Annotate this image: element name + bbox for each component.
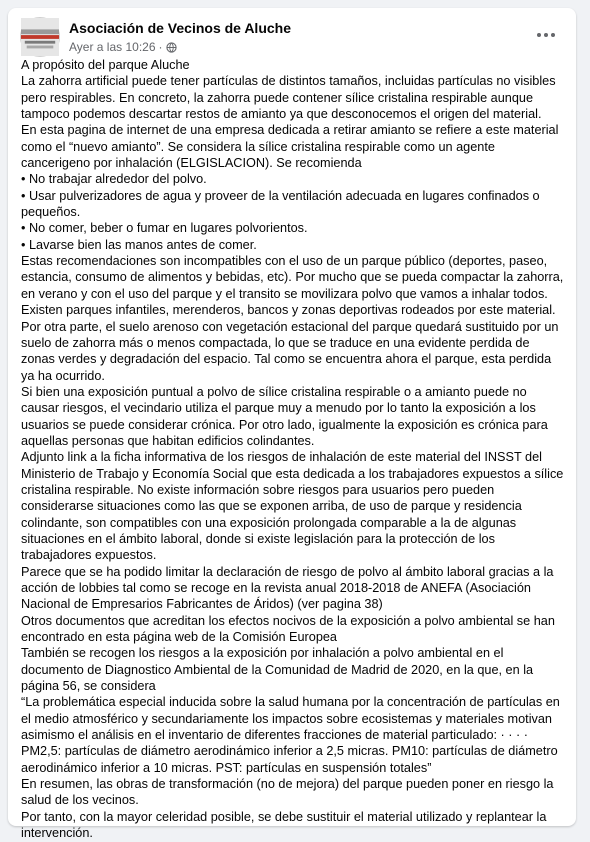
globe-icon [166, 42, 177, 53]
quote-paragraph: “La problemática especial inducida sobre la salud humana por la concentración de partículas en el medio atmosférico y secundariamente los impactos sobre ecosistemas y materiales motivan asimismo el análisis en el inventario de diferentes fracciones de material particulado: · · · · PM2,5: partículas de diámetro aerodinámico inferior a 2,5 micras. PM10: partículas de diámetro aerodinámico inferior a 10 micras. PST: partículas en suspensión totales” [21, 695, 560, 775]
bullet-item: • Lavarse bien las manos antes de comer. [21, 237, 257, 252]
post-paragraph: La zahorra artificial puede tener partículas de distintos tamaños, incluidas partículas no visibles pero respirables. En concreto, la zahorra puede contener sílice cristalina respirable aunque tampoco podemos descartar restos de amianto ya que desconocemos el origen del material. [21, 74, 556, 122]
post-paragraph: También se recogen los riesgos a la exposición por inhalación a polvo ambiental en el documento de Diagnostico Ambiental de la Comunidad de Madrid de 2020, en la que, en la página 56, se considera [21, 646, 534, 694]
post-paragraph: Parece que se ha podido limitar la declaración de riesgo de polvo al ámbito laboral gracias a la acción de lobbies tal como se recoge en la revista anual 2018-2018 de ANEFA (Asociación Nacional de Empresarios Fabricantes de Áridos) (ver pagina 38) [21, 564, 554, 612]
post-meta [69, 40, 177, 54]
post-paragraph: Existen parques infantiles, merenderos, bancos y zonas deportivas rodeados por este material. Por otra parte, el suelo arenoso con vegetación estacional del parque quedará sustituido por un suelo de zahorra más o menos compactada, lo que se traduce en una evidente perdida de zonas verdes y degradación del espacio. Tal como se encuentra ahora el parque, esta perdida ya ha ocurrido. [21, 303, 559, 383]
more-options-button[interactable] [534, 23, 558, 47]
post-header [20, 17, 564, 59]
post-paragraph: Si bien una exposición puntual a polvo de sílice cristalina respirable o a amianto puede no causar riesgos, el vecindario utiliza el parque muy a menudo por lo tanto la exposición a los usuarios se puede considerar crónica. Por otro lado, igualmente la exposición es crónica para aquellas personas que habitan edificios colindantes. [21, 384, 548, 448]
post-body [21, 57, 565, 842]
post-paragraph: En esta pagina de internet de una empresa dedicada a retirar amianto se refiere a este material como el “nuevo amianto”. Se considera la sílice cristalina respirable como un agente cancerigeno por inhalación (ELGISLACION). Se recomienda [21, 123, 559, 171]
post-paragraph: Estas recomendaciones son incompatibles con el uso de un parque público (deportes, paseo, estancia, consumo de alimentos y bebidas, etc). Por mucho que se pueda compactar la zahorra, en verano y con el uso del parque y el transito se movilizara polvo que vamos a inhalar todos. [21, 254, 564, 301]
post-paragraph: Por tanto, con la mayor celeridad posible, se debe sustituir el material utilizado y replantear la intervención. [21, 809, 547, 841]
post-paragraph: A propósito del parque Aluche [21, 58, 190, 72]
more-options-icon [537, 33, 541, 37]
bullet-item: • No trabajar alrededor del polvo. [21, 172, 207, 187]
post-card [8, 8, 576, 841]
avatar-image [21, 18, 59, 56]
bullet-item: • No comer, beber o fumar en lugares polvorientos. [21, 221, 308, 236]
more-options-dot [551, 33, 555, 37]
page-name[interactable]: Asociación de Vecinos de Aluche [69, 20, 291, 36]
post-paragraph: Adjunto link a la ficha informativa de los riesgos de inhalación de este material del INSST del Ministerio de Trabajo y Economía Social que esta dedicada a los trabajadores expuestos a sílice cristalina respirable. No existe información sobre riesgos para usuarios pero pueden considerarse situaciones como las que se exponen arriba, de uso de parque y residencia colindante, son compatibles con una exposición prolongada comparable a la de algunas situaciones en el ámbito laboral, donde si existe legislación para la protección de los trabajadores expuestos. [21, 450, 564, 563]
post-paragraph: En resumen, las obras de transformación (no de mejora) del parque pueden poner en riesgo la salud de los vecinos. [21, 777, 554, 808]
meta-separator: · [158, 40, 163, 54]
post-paragraph: Otros documentos que acreditan los efectos nocivos de la exposición a polvo ambiental se han encontrado en esta página web de la Comisión Europea [21, 613, 555, 645]
more-options-dot [544, 33, 548, 37]
bullet-item: • Usar pulverizadores de agua y proveer de la ventilación adecuada en lugares confinados o pequeños. [21, 188, 540, 220]
post-timestamp[interactable]: Ayer a las 10:26 [69, 40, 156, 54]
page-avatar[interactable] [20, 17, 60, 57]
